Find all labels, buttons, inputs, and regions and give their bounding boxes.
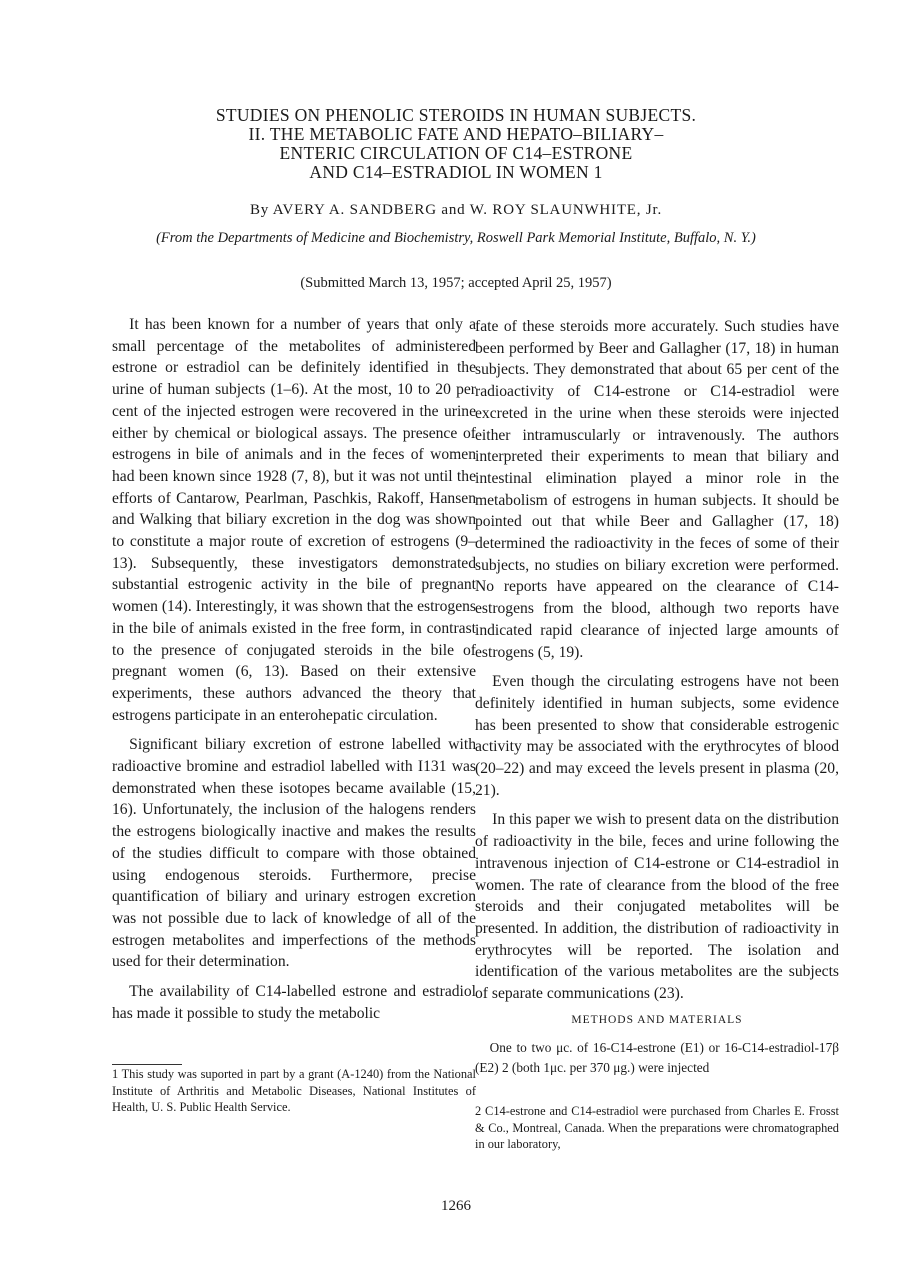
section-heading: METHODS AND MATERIALS bbox=[571, 1014, 743, 1026]
footnote-1: 1 This study was suported in part by a grant (A-1240) from the National Institute of Arthritis and Metabolic Diseases, National Institutes of Health, U. S. Public Health Service. bbox=[112, 1067, 476, 1114]
body-paragraph: In this paper we wish to present data on the distribution of radioactivity in the bile, feces and urine following the intravenous injection of C14-estrone or C14-estradiol in women. The rate of clearance from the blood of the free steroids and their conjugated metabolites will be presented. In addition, the distribution of radioactivity in erythrocytes will be reported. The isolation and identification of the various metabolites are the subjects of separate communications (23). bbox=[475, 811, 839, 1003]
right-column bbox=[475, 316, 839, 1005]
footnote-2: 2 C14-estrone and C14-estradiol were purchased from Charles E. Frosst & Co., Montreal, Canada. When the preparations were chromatographed in our laboratory, bbox=[475, 1104, 839, 1151]
page-number: 1266 bbox=[441, 1198, 471, 1214]
body-paragraph: The availability of C14-labelled estrone and estradiol has made it possible to study the metabolic bbox=[112, 983, 476, 1022]
article-title bbox=[120, 106, 792, 182]
body-paragraph: fate of these steroids more accurately. Such studies have been performed by Beer and Gallagher (17, 18) in human subjects. They demonstrated that about 65 per cent of the radioactivity of C14-estrone or C14-estradiol were excreted in the urine when these steroids were injected either intramuscularly or intravenously. The authors interpreted their experiments to mean that biliary and intestinal elimination played a minor role in the metabolism of estrogens in human subjects. It should be pointed out that while Beer and Gallagher (17, 18) determined the radioactivity in the feces of some of their subjects, no studies on biliary excretion were performed. No reports have appeared on the clearance of C14-estrogens from the blood, although two reports have indicated rapid clearance of injected large amounts of estrogens (5, 19). bbox=[475, 318, 839, 661]
body-paragraph: It has been known for a number of years that only a small percentage of the metabolites of administered estrone or estradiol can be definitely identified in the urine of human subjects (1–6). At the most, 10 to 20 per cent of the injected estrogen were recovered in the urine either by chemical or biological assays. The presence of estrogens in bile of animals and in the feces of women had been known since 1928 (7, 8), but it was not until the efforts of Cantarow, Pearlman, Paschkis, Rakoff, Hansen and Walking that biliary excretion in the dog was shown to constitute a major route of excretion of estrogens (9–13). Subsequently, these investigators demonstrated substantial estrogenic activity in the bile of pregnant women (14). Interestingly, it was shown that the estrogens in the bile of animals existed in the free form, in contrast to the presence of conjugated steroids in the bile of pregnant women (6, 13). Based on their extensive experiments, these authors advanced the theory that estrogens participate in an enterohepatic circulation. bbox=[112, 316, 476, 724]
body-paragraph: Even though the circulating estrogens have not been definitely identified in human subjects, some evidence has been presented to show that considerable estrogenic activity may be associated with the erythrocytes of blood (20–22) and may exceed the levels present in plasma (20, 21). bbox=[475, 673, 839, 799]
left-column bbox=[112, 314, 476, 1025]
affiliation: (From the Departments of Medicine and Biochemistry, Roswell Park Memorial Institute, Buffalo, N. Y.) bbox=[156, 230, 756, 246]
author-line: By AVERY A. SANDBERG and W. ROY SLAUNWHITE, Jr. bbox=[249, 202, 663, 218]
submission-dates: (Submitted March 13, 1957; accepted April 25, 1957) bbox=[300, 275, 612, 291]
title-line-2: II. THE METABOLIC FATE AND HEPATO–BILIARY– bbox=[248, 124, 664, 144]
title-line-4: AND C14–ESTRADIOL IN WOMEN 1 bbox=[309, 162, 603, 182]
footnote-divider bbox=[112, 1064, 182, 1065]
body-paragraph: Significant biliary excretion of estrone labelled with radioactive bromine and estradiol labelled with I131 was demonstrated when these isotopes became available (15, 16). Unfortunately, the inclusion of the halogens renders the estrogens biologically inactive and makes the results of the studies difficult to compare with those obtained using endogenous steroids. Furthermore, precise quantification of biliary and urinary estrogen excretion was not possible due to lack of knowledge of all of the estrogen metabolites and imperfections of the methods used for their determination. bbox=[112, 736, 476, 971]
title-line-3: ENTERIC CIRCULATION OF C14–ESTRONE bbox=[279, 143, 633, 163]
methods-paragraph: One to two μc. of 16-C14-estrone (E1) or 16-C14-estradiol-17β (E2) 2 (both 1μc. per 370 μg.) were injected bbox=[475, 1040, 839, 1075]
title-line-1: STUDIES ON PHENOLIC STEROIDS IN HUMAN SUBJECTS. bbox=[215, 105, 697, 125]
